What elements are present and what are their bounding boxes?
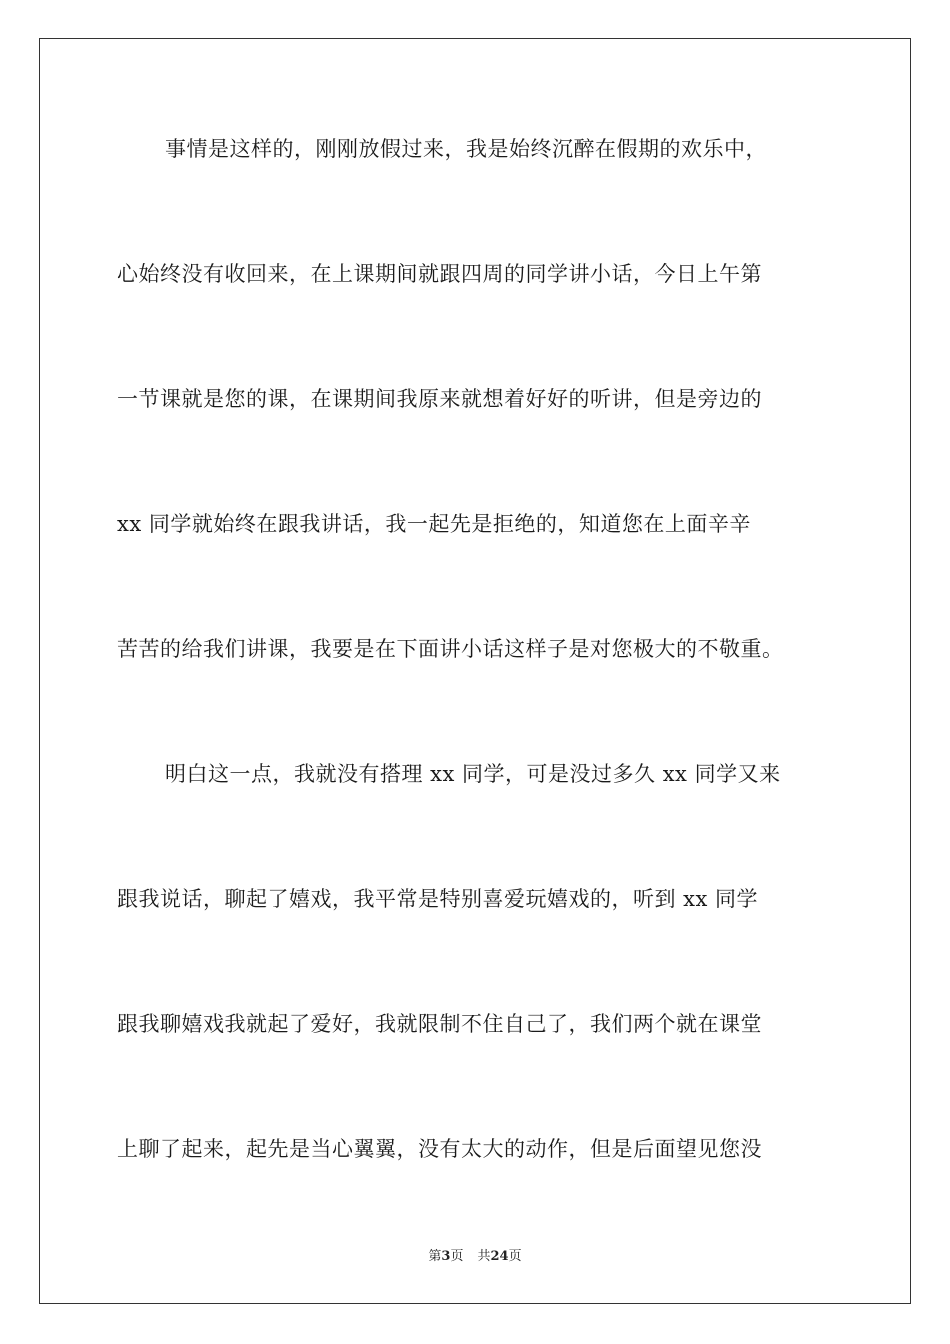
current-page-number: 3 [441, 1249, 451, 1264]
body-line-2: 心始终没有收回来，在上课期间就跟四周的同学讲小话，今日上午第 [117, 262, 762, 286]
total-pages-number: 24 [490, 1249, 509, 1264]
body-line-7: 跟我说话，聊起了嬉戏，我平常是特别喜爱玩嬉戏的，听到 xx 同学 [117, 887, 759, 911]
body-line-6: 明白这一点，我就没有搭理 xx 同学，可是没过多久 xx 同学又来 [165, 762, 781, 786]
total-prefix: 共 [477, 1249, 491, 1264]
body-line-5: 苦苦的给我们讲课，我要是在下面讲小话这样子是对您极大的不敬重。 [117, 637, 784, 661]
page-prefix: 第 [428, 1249, 442, 1264]
body-line-3: 一节课就是您的课，在课期间我原来就想着好好的听讲，但是旁边的 [117, 387, 762, 411]
body-line-4: xx 同学就始终在跟我讲话，我一起先是拒绝的，知道您在上面辛辛 [117, 512, 751, 536]
page-footer [0, 1248, 950, 1266]
body-line-9: 上聊了起来，起先是当心翼翼，没有太大的动作，但是后面望见您没 [117, 1137, 762, 1161]
page-border [39, 38, 911, 1304]
body-line-1: 事情是这样的，刚刚放假过来，我是始终沉醉在假期的欢乐中， [165, 137, 767, 161]
total-suffix: 页 [508, 1249, 522, 1264]
page-suffix: 页 [450, 1249, 464, 1264]
body-line-8: 跟我聊嬉戏我就起了爱好，我就限制不住自己了，我们两个就在课堂 [117, 1012, 762, 1036]
